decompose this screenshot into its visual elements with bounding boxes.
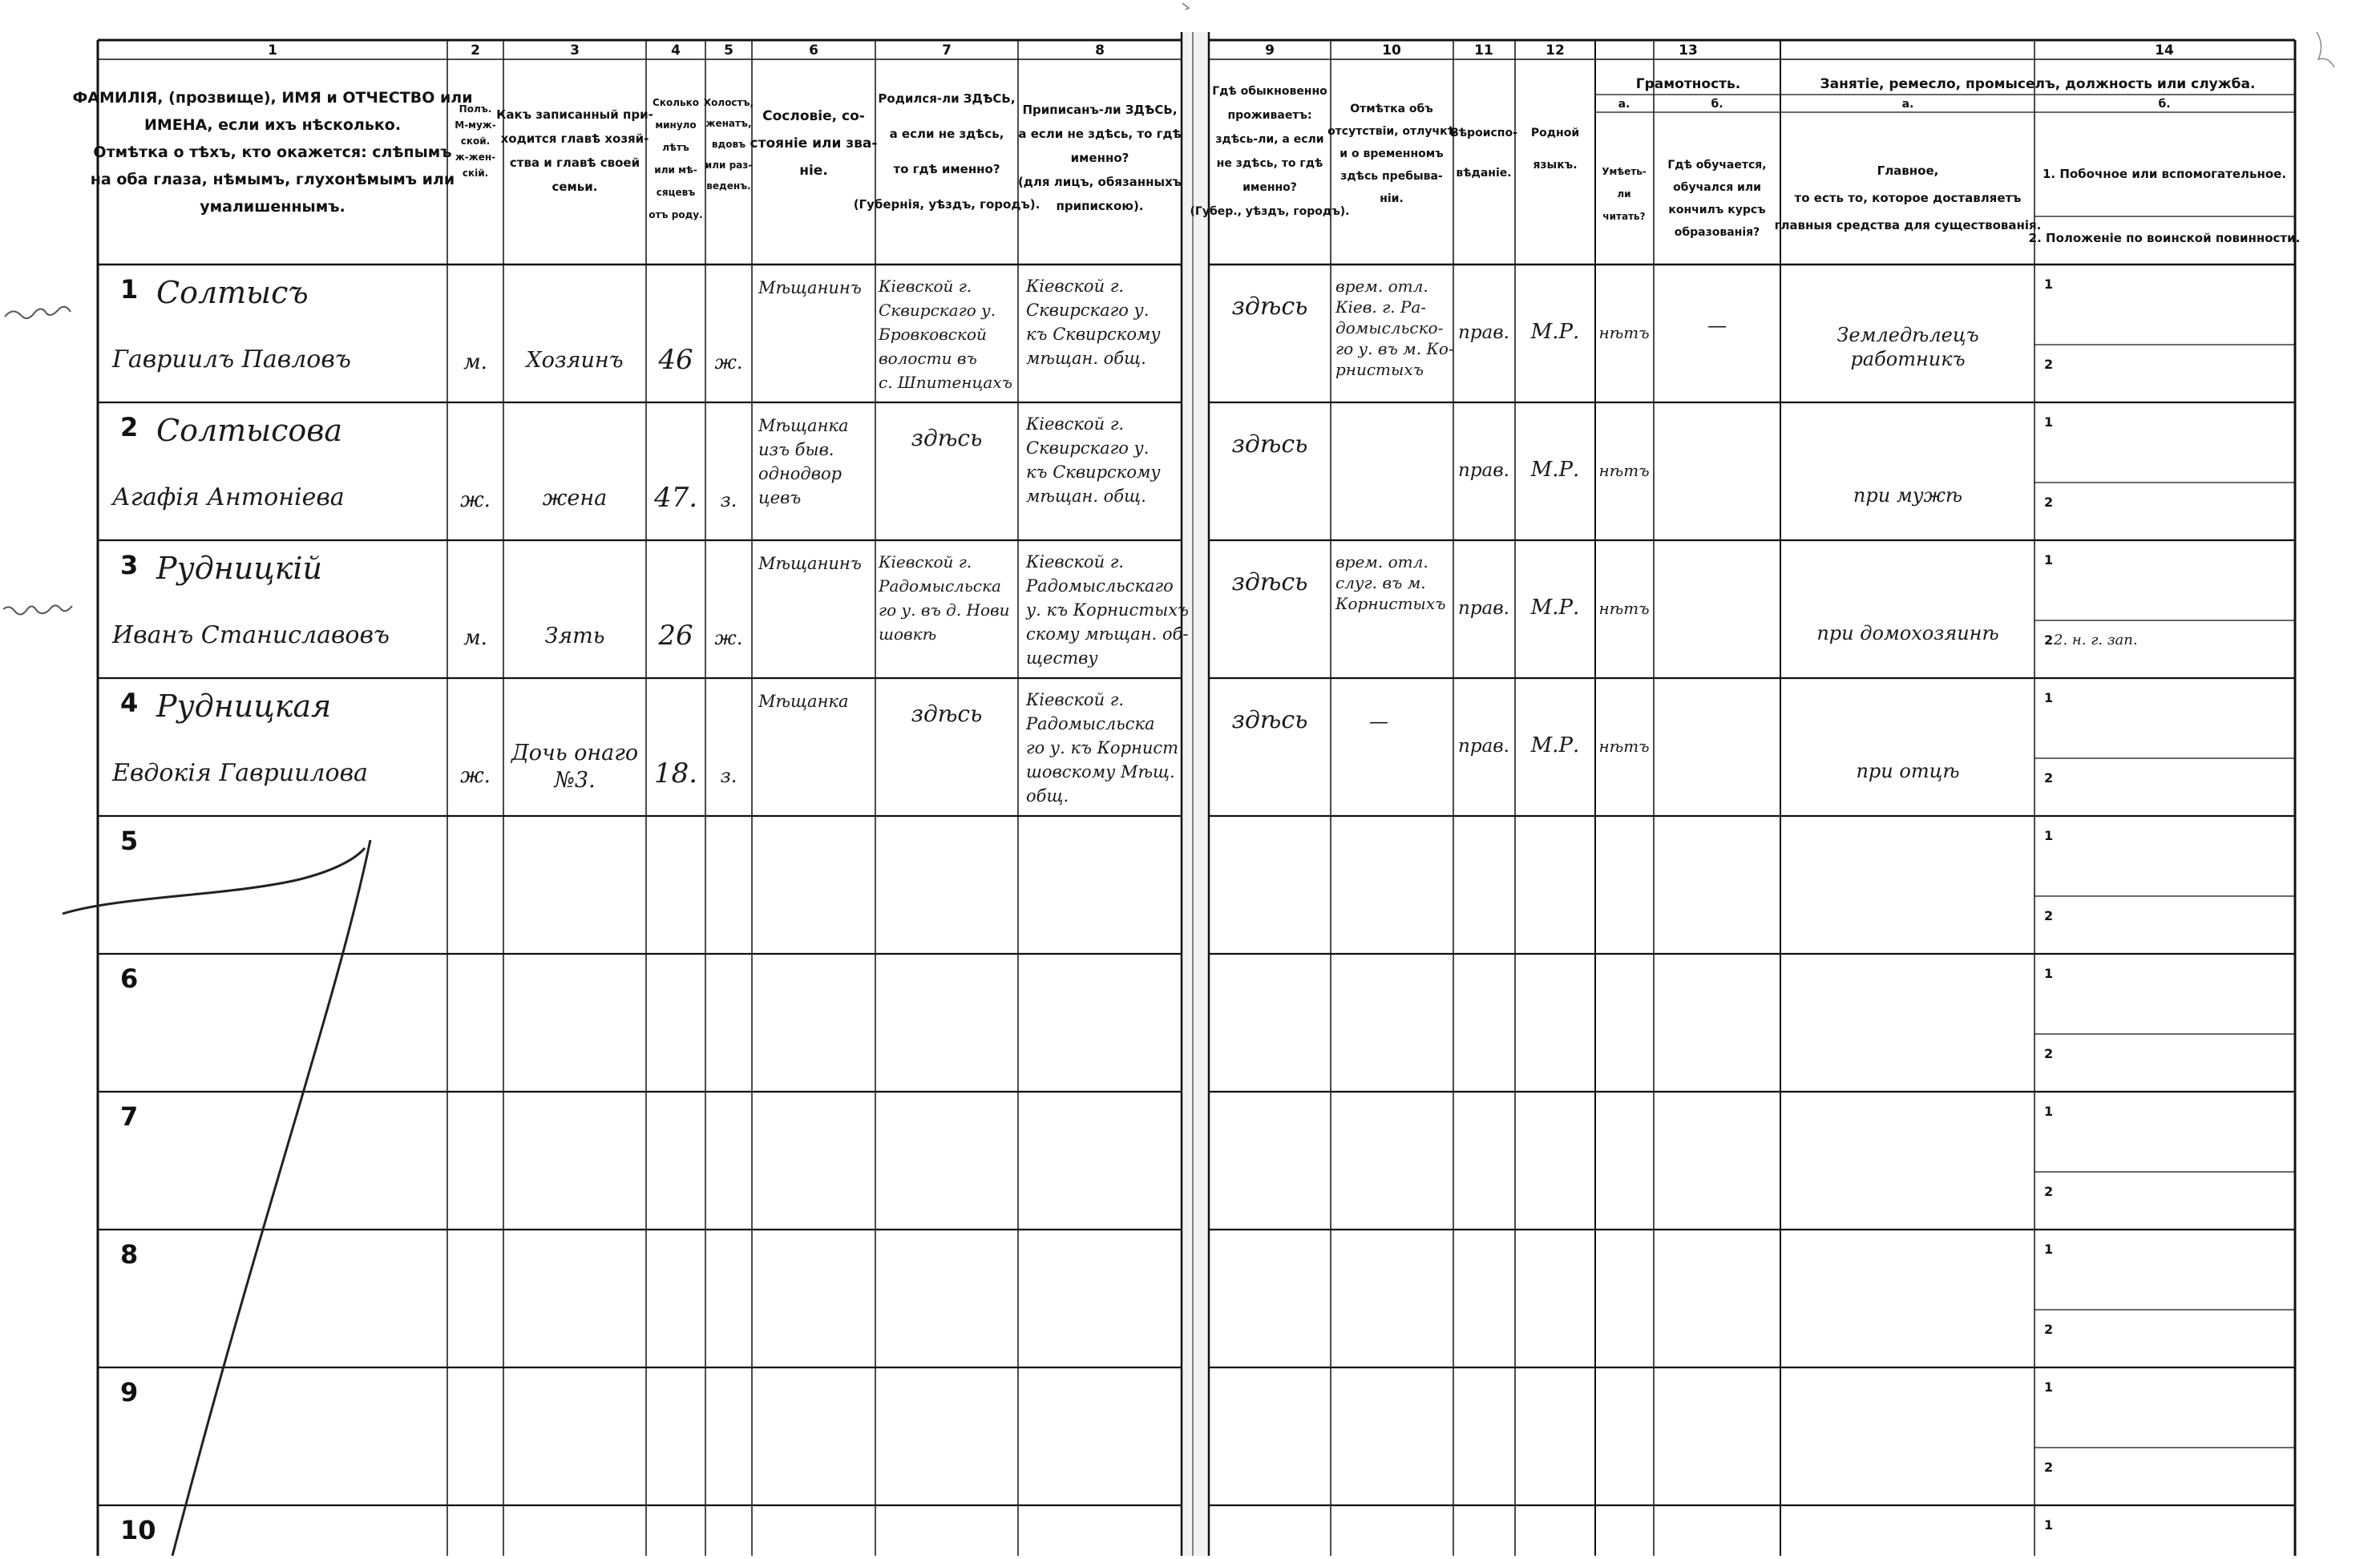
registered-at: Радомысльска bbox=[1026, 714, 1155, 733]
col14-title: Занятіе, ремесло, промыселъ, должность или служба. bbox=[1820, 76, 2256, 92]
sub-mark-1: 1 bbox=[2044, 828, 2054, 843]
registered-at: у. къ Корнистыхъ bbox=[1026, 600, 1190, 620]
col12-header-text: языкъ. bbox=[1533, 159, 1578, 172]
col1-header-text: умалишеннымъ. bbox=[200, 198, 345, 216]
sub-mark-1: 1 bbox=[2044, 690, 2054, 705]
column-number: 1 bbox=[268, 42, 277, 59]
usual-residence: здѣсь bbox=[1231, 568, 1308, 596]
literacy: нѣтъ bbox=[1598, 461, 1650, 480]
sub-mark-2: 2 bbox=[2044, 1046, 2054, 1061]
registered-at: мѣщан. общ. bbox=[1026, 487, 1146, 506]
military-status: 2. н. г. зап. bbox=[2054, 632, 2138, 648]
absence-note: рнистыхъ bbox=[1335, 360, 1424, 379]
row-number: 2 bbox=[120, 412, 139, 442]
col10-header-text: ніи. bbox=[1380, 192, 1404, 205]
estate: Мѣщанка bbox=[758, 692, 849, 711]
column-number: 8 bbox=[1095, 42, 1105, 59]
registered-at: Сквирскаго у. bbox=[1026, 438, 1150, 458]
col13b-header-text: обучался или bbox=[1673, 181, 1761, 194]
col14-sub-b: б. bbox=[2158, 98, 2171, 111]
col8-header-text: Приписанъ-ли ЗДѢСЬ, bbox=[1022, 103, 1178, 117]
birthplace: го у. въ д. Нови bbox=[879, 600, 1010, 620]
sub-mark-1: 1 bbox=[2044, 1379, 2054, 1395]
main-occupation: Земледѣлецъ bbox=[1837, 324, 1979, 346]
row-number: 5 bbox=[120, 826, 139, 856]
col5-header-text: вдовъ bbox=[711, 139, 746, 150]
col4-header-text: минуло bbox=[655, 119, 697, 131]
col13a-header-text: читать? bbox=[1602, 211, 1646, 222]
absence-note: домысльско- bbox=[1335, 318, 1444, 337]
given-names: Агафія Антоніева bbox=[112, 483, 345, 511]
col9-header-text: именно? bbox=[1243, 181, 1297, 194]
column-number: 13 bbox=[1679, 42, 1698, 59]
col14a-header-text: то есть то, которое доставляетъ bbox=[1794, 191, 2022, 205]
main-occupation: при домохозяинѣ bbox=[1816, 622, 1999, 644]
literacy: нѣтъ bbox=[1598, 737, 1650, 756]
sub-mark-1: 1 bbox=[2044, 966, 2054, 981]
col8-header-text: а если не здѣсь, то гдѣ bbox=[1018, 127, 1182, 141]
relation: №3. bbox=[554, 768, 596, 793]
column-number: 9 bbox=[1265, 42, 1275, 59]
age: 18. bbox=[653, 757, 698, 790]
birthplace: волости въ bbox=[879, 349, 977, 368]
birthplace: с. Шпитенцахъ bbox=[879, 373, 1012, 392]
row-number: 10 bbox=[120, 1515, 156, 1545]
col2-header-text: ской. bbox=[460, 135, 491, 147]
sub-mark-2: 2 bbox=[2044, 1460, 2054, 1475]
birthplace: здѣсь bbox=[911, 425, 983, 451]
sub-mark-2: 2 bbox=[2044, 495, 2054, 510]
row-number: 1 bbox=[120, 274, 139, 305]
given-names: Евдокія Гавриилова bbox=[112, 759, 368, 787]
col9-header-text: здѣсь-ли, а если bbox=[1215, 133, 1324, 146]
col3-header-text: ходится главѣ хозяй- bbox=[500, 131, 649, 146]
age: 47. bbox=[653, 482, 698, 514]
col9-header-text: (Губер., уѣздъ, городъ). bbox=[1190, 205, 1350, 218]
surname: Рудницкій bbox=[156, 551, 323, 586]
absence-note: Кіев. г. Ра- bbox=[1335, 297, 1427, 317]
education: — bbox=[1707, 314, 1727, 337]
col10-header-text: здѣсь пребыва- bbox=[1340, 170, 1443, 183]
main-occupation: при отцѣ bbox=[1856, 760, 1960, 782]
col14a-header-text: главныя средства для существованія. bbox=[1774, 218, 2042, 232]
sex: ж. bbox=[460, 488, 491, 512]
registered-at: скому мѣщан. об- bbox=[1026, 624, 1189, 644]
marital-status: ж. bbox=[714, 627, 743, 649]
col5-header-text: или раз- bbox=[705, 160, 753, 171]
age: 46 bbox=[658, 344, 693, 376]
absence-note: врем. отл. bbox=[1335, 277, 1428, 296]
col10-header-text: отсутствіи, отлучкѣ bbox=[1327, 125, 1456, 138]
col8-header-text: припискою). bbox=[1056, 199, 1144, 213]
col7-header-text: (Губернія, уѣздъ, городъ). bbox=[853, 197, 1040, 212]
col2-header-text: скій. bbox=[462, 168, 489, 179]
column-number: 4 bbox=[671, 42, 681, 59]
column-number: 5 bbox=[724, 42, 733, 59]
col2-header-text: М-муж- bbox=[455, 119, 496, 131]
col4-header-text: или мѣ- bbox=[654, 164, 697, 176]
registered-at: го у. къ Корнист bbox=[1026, 738, 1179, 757]
age: 26 bbox=[658, 620, 693, 652]
col9-header-text: проживаетъ: bbox=[1227, 109, 1312, 122]
column-number: 12 bbox=[1546, 42, 1565, 59]
col1-header-text: ФАМИЛІЯ, (прозвище), ИМЯ и ОТЧЕСТВО или bbox=[72, 89, 473, 107]
relation: жена bbox=[542, 486, 608, 511]
religion: прав. bbox=[1458, 322, 1509, 343]
registered-at: общ. bbox=[1026, 786, 1069, 806]
birthplace: здѣсь bbox=[911, 701, 983, 727]
col13b-header-text: образованія? bbox=[1674, 226, 1760, 239]
sub-mark-2: 2 bbox=[2044, 1184, 2054, 1199]
registered-at: къ Сквирскому bbox=[1026, 462, 1161, 482]
religion: прав. bbox=[1458, 460, 1509, 481]
col4-header-text: отъ роду. bbox=[649, 209, 703, 220]
surname: Рудницкая bbox=[156, 689, 332, 724]
col13a-header-text: Умѣеть- bbox=[1602, 166, 1647, 177]
sub-mark-1: 1 bbox=[2044, 414, 2054, 430]
column-number: 6 bbox=[809, 42, 818, 59]
sub-mark-2: 2 bbox=[2044, 357, 2054, 372]
col7-header-text: а если не здѣсь, bbox=[889, 127, 1004, 141]
marital-status: з. bbox=[720, 765, 737, 787]
main-occupation: работникъ bbox=[1850, 348, 1966, 370]
registered-at: Радомысльскаго bbox=[1026, 576, 1174, 596]
row-number: 6 bbox=[120, 963, 139, 994]
row-number: 8 bbox=[120, 1239, 139, 1270]
registered-at: Кіевской г. bbox=[1026, 690, 1125, 709]
col4-header-text: лѣтъ bbox=[662, 142, 689, 153]
absence-note: Корнистыхъ bbox=[1335, 594, 1446, 613]
estate: однодвор bbox=[758, 464, 842, 483]
sub-mark-1: 1 bbox=[2044, 1104, 2054, 1119]
birthplace: Кіевской г. bbox=[879, 277, 972, 296]
col3-header-text: Какъ записанный при- bbox=[496, 107, 653, 122]
col10-header-text: и о временномъ bbox=[1340, 147, 1444, 160]
native-language: М.Р. bbox=[1530, 458, 1580, 482]
estate: изъ быв. bbox=[758, 440, 834, 459]
native-language: М.Р. bbox=[1530, 596, 1580, 620]
col10-header-text: Отмѣтка объ bbox=[1350, 103, 1433, 115]
col12-header-text: Родной bbox=[1530, 127, 1580, 139]
col5-header-text: женатъ, bbox=[705, 118, 752, 129]
row-number: 9 bbox=[120, 1377, 139, 1408]
absence-note: го у. въ м. Ко- bbox=[1335, 339, 1454, 358]
relation: Хозяинъ bbox=[526, 348, 624, 373]
sex: м. bbox=[463, 350, 487, 374]
col3-header-text: семьи. bbox=[552, 180, 598, 194]
col3-header-text: ства и главѣ своей bbox=[509, 155, 640, 170]
marital-status: ж. bbox=[714, 351, 743, 374]
sub-mark-2: 2 bbox=[2044, 1322, 2054, 1337]
sex: ж. bbox=[460, 764, 491, 788]
column-number: 11 bbox=[1474, 42, 1493, 59]
native-language: М.Р. bbox=[1530, 320, 1580, 344]
registered-at: шовскому Мѣщ. bbox=[1026, 762, 1175, 782]
usual-residence: здѣсь bbox=[1231, 430, 1308, 458]
absence-note: слуг. въ м. bbox=[1335, 573, 1426, 592]
col4-header-text: Сколько bbox=[653, 97, 699, 108]
col13b-header-text: кончилъ курсъ bbox=[1668, 204, 1766, 216]
col5-header-text: Холостъ, bbox=[703, 97, 754, 108]
row-number: 7 bbox=[120, 1101, 139, 1132]
estate: Мѣщанинъ bbox=[758, 278, 862, 297]
literacy: нѣтъ bbox=[1598, 323, 1650, 342]
col14-sub-a: а. bbox=[1901, 98, 1914, 111]
registered-at: Сквирскаго у. bbox=[1026, 301, 1150, 320]
col6-header-text: ніе. bbox=[799, 163, 828, 179]
col9-header-text: не здѣсь, то гдѣ bbox=[1216, 157, 1323, 170]
registered-at: мѣщан. общ. bbox=[1026, 349, 1146, 368]
col2-header-text: Полъ. bbox=[459, 103, 492, 115]
birthplace: шовкѣ bbox=[879, 624, 937, 644]
row-number: 3 bbox=[120, 550, 139, 580]
col14a-header-text: Главное, bbox=[1877, 164, 1939, 178]
marital-status: з. bbox=[720, 489, 737, 511]
absence-note: — bbox=[1369, 710, 1388, 733]
col6-header-text: Сословіе, со- bbox=[762, 108, 865, 124]
main-occupation: при мужѣ bbox=[1853, 484, 1963, 507]
usual-residence: здѣсь bbox=[1231, 293, 1308, 321]
sub-mark-1: 1 bbox=[2044, 552, 2054, 567]
col4-header-text: сяцевъ bbox=[656, 187, 696, 198]
given-names: Иванъ Станиславовъ bbox=[112, 621, 390, 649]
col6-header-text: стояніе или зва- bbox=[750, 135, 878, 151]
sub-mark-1: 1 bbox=[2044, 277, 2054, 292]
religion: прав. bbox=[1458, 598, 1509, 619]
sub-mark-2: 2 bbox=[2044, 908, 2054, 923]
column-number: 14 bbox=[2155, 42, 2174, 59]
col7-header-text: Родился-ли ЗДѢСЬ, bbox=[878, 91, 1016, 106]
literacy: нѣтъ bbox=[1598, 599, 1650, 618]
col11-header-text: Вѣроиспо- bbox=[1450, 127, 1517, 139]
native-language: М.Р. bbox=[1530, 733, 1580, 757]
usual-residence: здѣсь bbox=[1231, 706, 1308, 734]
col13-sub-a: а. bbox=[1618, 98, 1630, 111]
col9-header-text: Гдѣ обыкновенно bbox=[1212, 85, 1327, 98]
birthplace: Кіевской г. bbox=[879, 552, 972, 571]
registered-at: къ Сквирскому bbox=[1026, 325, 1161, 344]
column-number: 2 bbox=[471, 42, 480, 59]
registered-at: Кіевской г. bbox=[1026, 277, 1125, 296]
col7-header-text: то гдѣ именно? bbox=[893, 162, 1000, 176]
sub-mark-2: 2 bbox=[2044, 632, 2054, 648]
birthplace: Бровковской bbox=[879, 325, 987, 344]
surname: Солтысъ bbox=[156, 275, 309, 310]
sub-mark-2: 2 bbox=[2044, 770, 2054, 786]
estate: Мѣщанинъ bbox=[758, 554, 862, 573]
book-gutter bbox=[1182, 32, 1209, 1556]
religion: прав. bbox=[1458, 736, 1509, 757]
col13b-header-text: Гдѣ обучается, bbox=[1667, 159, 1767, 172]
col14b-line1: 1. Побочное или вспомогательное. bbox=[2042, 167, 2287, 181]
col11-header-text: вѣданіе. bbox=[1456, 167, 1512, 180]
column-number: 7 bbox=[942, 42, 952, 59]
estate: Мѣщанка bbox=[758, 416, 849, 435]
col13a-header-text: ли bbox=[1617, 188, 1631, 200]
given-names: Гавриилъ Павловъ bbox=[112, 345, 351, 374]
col5-header-text: веденъ. bbox=[706, 180, 751, 192]
col13-title: Грамотность. bbox=[1635, 76, 1741, 92]
column-number: 3 bbox=[570, 42, 580, 59]
sub-mark-1: 1 bbox=[2044, 1517, 2054, 1533]
sex: м. bbox=[463, 626, 487, 650]
absence-note: врем. отл. bbox=[1335, 552, 1428, 571]
column-number: 10 bbox=[1382, 42, 1401, 59]
col8-header-text: (для лицъ, обязанныхъ bbox=[1017, 175, 1182, 189]
col8-header-text: именно? bbox=[1070, 151, 1129, 165]
col1-header-text: на оба глаза, нѣмымъ, глухонѣмымъ или bbox=[90, 171, 455, 188]
birthplace: Радомысльска bbox=[879, 576, 1001, 596]
registered-at: Кіевской г. bbox=[1026, 414, 1125, 434]
col1-header-text: ИМЕНА, если ихъ нѣсколько. bbox=[143, 116, 402, 134]
relation: Дочь онаго bbox=[511, 741, 639, 765]
birthplace: Сквирскаго у. bbox=[879, 301, 996, 320]
row-number: 4 bbox=[120, 688, 139, 718]
estate: цевъ bbox=[758, 488, 802, 507]
col2-header-text: ж-жен- bbox=[455, 151, 496, 163]
col13-sub-b: б. bbox=[1711, 98, 1723, 111]
sub-mark-1: 1 bbox=[2044, 1242, 2054, 1257]
relation: Зять bbox=[544, 624, 605, 648]
registered-at: ществу bbox=[1026, 648, 1098, 668]
registered-at: Кіевской г. bbox=[1026, 552, 1125, 571]
col1-header-text: Отмѣтка о тѣхъ, кто окажется: слѣпымъ bbox=[93, 143, 452, 161]
surname: Солтысова bbox=[156, 413, 343, 448]
col14b-line2: 2. Положеніе по воинской повинности. bbox=[2028, 231, 2301, 245]
